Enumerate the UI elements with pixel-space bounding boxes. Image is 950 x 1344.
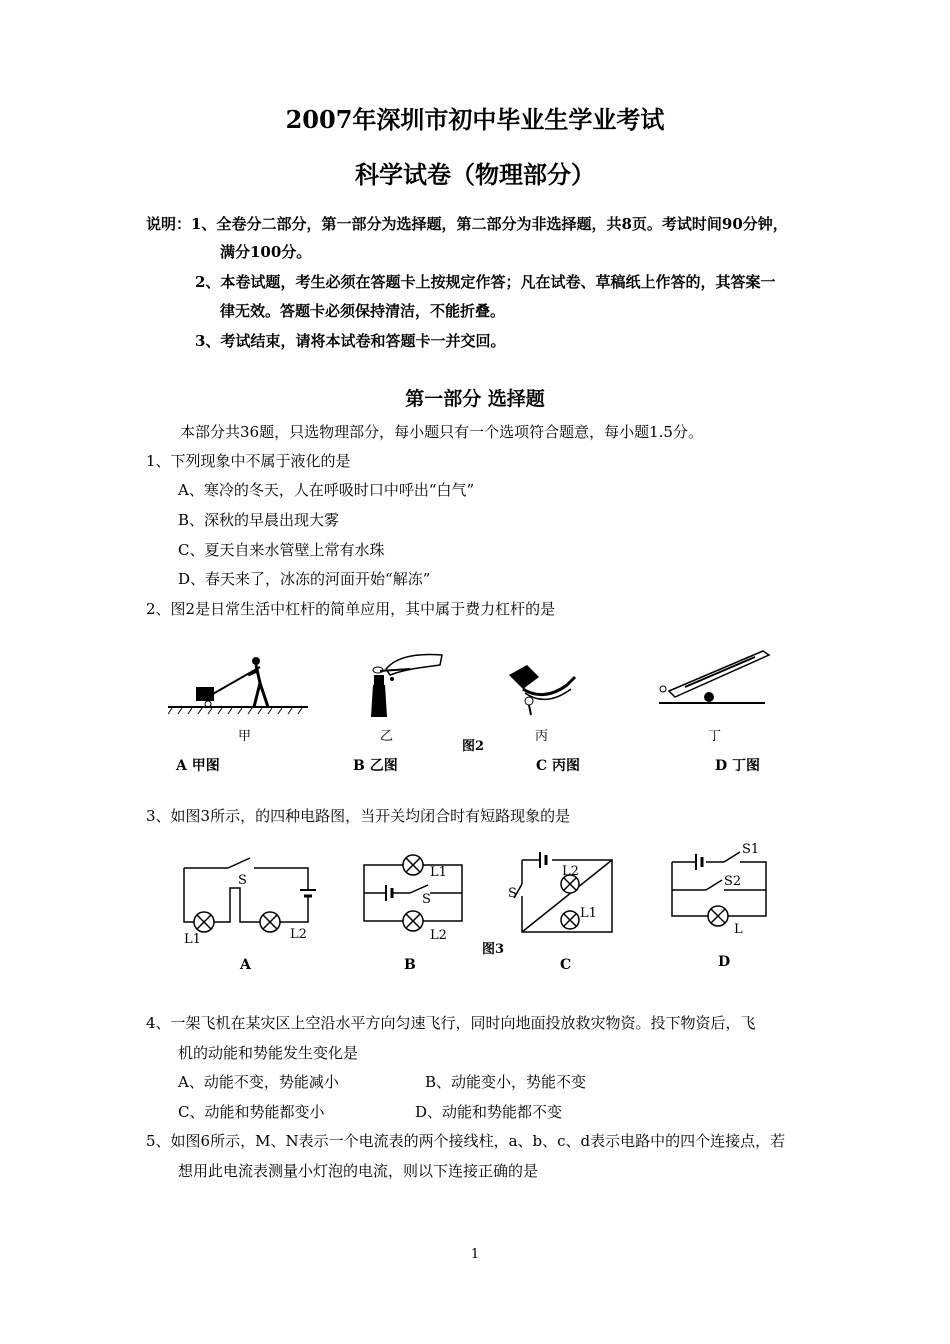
note-line-3: 2、本卷试题，考生必须在答题卡上按规定作答；凡在试卷、草稿纸上作答的，其答案一 bbox=[195, 273, 776, 291]
circuit-c-l1: L1 bbox=[580, 906, 597, 921]
q2-option-c: C 丙图 bbox=[536, 758, 581, 774]
q4-option-d: D、动能和势能都不变 bbox=[415, 1103, 563, 1121]
circuit-a-s: S bbox=[238, 873, 247, 888]
q1-option-d: D、春天来了，冰冻的河面开始“解冻” bbox=[178, 570, 431, 588]
figure-3 bbox=[160, 842, 800, 977]
figure-2 bbox=[160, 645, 800, 774]
q4-option-c: C、动能和势能都变小 bbox=[178, 1103, 325, 1121]
q1-option-a: A、寒冷的冬天，人在呼吸时口中呼出“白气” bbox=[178, 481, 475, 499]
q4-stem-line-2: 机的动能和势能发生变化是 bbox=[178, 1044, 359, 1062]
q3-stem: 3、如图3所示，的四种电路图，当开关均闭合时有短路现象的是 bbox=[146, 807, 571, 825]
q4-option-b: B、动能变小，势能不变 bbox=[425, 1073, 587, 1091]
q2-option-a: A 甲图 bbox=[176, 758, 220, 774]
q3-option-a: A bbox=[240, 957, 251, 973]
q4-stem-line-1: 4、一架飞机在某灾区上空沿水平方向匀速飞行，同时向地面投放救灾物资。投下物资后，飞 bbox=[146, 1014, 756, 1032]
circuit-c-s: S bbox=[508, 886, 517, 901]
circuit-b-s: S bbox=[422, 892, 431, 907]
section-intro: 本部分共36题，只选物理部分，每小题只有一个选项符合题意，每小题1.5分。 bbox=[180, 423, 703, 441]
q5-stem-line-1: 5、如图6所示，M、N表示一个电流表的两个接线柱，a、b、c、d表示电路中的四个连接点，若 bbox=[146, 1132, 786, 1150]
section-title: 第一部分 选择题 bbox=[405, 388, 545, 410]
note-line-1: 说明：1、全卷分二部分，第一部分为选择题，第二部分为非选择题，共8页。考试时间90分钟， bbox=[146, 215, 788, 233]
figure-2-jia bbox=[168, 653, 308, 715]
figure-2-label-bing: 丙 bbox=[535, 729, 549, 744]
circuit-d-s2: S2 bbox=[724, 874, 742, 889]
figure-2-label-yi: 乙 bbox=[380, 729, 394, 744]
circuit-b-l1: L1 bbox=[430, 865, 447, 880]
circuit-d-l: L bbox=[734, 922, 743, 937]
q5-stem-line-2: 想用此电流表测量小灯泡的电流，则以下连接正确的是 bbox=[178, 1162, 539, 1180]
q4-option-a: A、动能不变，势能减小 bbox=[178, 1073, 339, 1091]
circuit-d bbox=[668, 846, 778, 941]
q2-option-b: B 乙图 bbox=[353, 758, 398, 774]
figure-2-bing bbox=[505, 663, 580, 719]
figure-2-label-ding: 丁 bbox=[708, 729, 722, 744]
circuit-d-s1: S1 bbox=[742, 842, 760, 857]
circuit-b bbox=[358, 847, 468, 942]
note-line-4: 律无效。答题卡必须保持清洁，不能折叠。 bbox=[220, 302, 506, 320]
note-line-5: 3、考试结束，请将本试卷和答题卡一并交回。 bbox=[195, 332, 506, 350]
figure-2-caption: 图2 bbox=[462, 739, 485, 754]
exam-title: 2007年深圳市初中毕业生学业考试 bbox=[285, 105, 665, 134]
circuit-c-l2: L2 bbox=[562, 864, 579, 879]
circuit-b-l2: L2 bbox=[430, 928, 447, 943]
q3-option-b: B bbox=[404, 957, 416, 973]
circuit-c bbox=[512, 844, 622, 944]
q3-option-d: D bbox=[718, 954, 731, 970]
q3-option-c: C bbox=[560, 957, 572, 973]
exam-subtitle: 科学试卷（物理部分） bbox=[355, 160, 595, 189]
circuit-a-l2: L2 bbox=[290, 927, 307, 942]
note-line-2: 满分100分。 bbox=[220, 243, 312, 261]
figure-2-yi bbox=[366, 645, 446, 719]
q1-option-c: C、夏天自来水管壁上常有水珠 bbox=[178, 541, 385, 559]
figure-2-ding bbox=[655, 647, 775, 709]
q2-option-d: D 丁图 bbox=[715, 758, 761, 774]
figure-3-caption: 图3 bbox=[482, 942, 505, 957]
q2-stem: 2、图2是日常生活中杠杆的简单应用，其中属于费力杠杆的是 bbox=[146, 600, 556, 618]
page-number: 1 bbox=[470, 1247, 480, 1262]
q1-stem: 1、下列现象中不属于液化的是 bbox=[146, 452, 351, 470]
circuit-a-l1: L1 bbox=[184, 932, 201, 947]
q1-option-b: B、深秋的早晨出现大雾 bbox=[178, 511, 340, 529]
figure-2-label-jia: 甲 bbox=[238, 729, 252, 744]
